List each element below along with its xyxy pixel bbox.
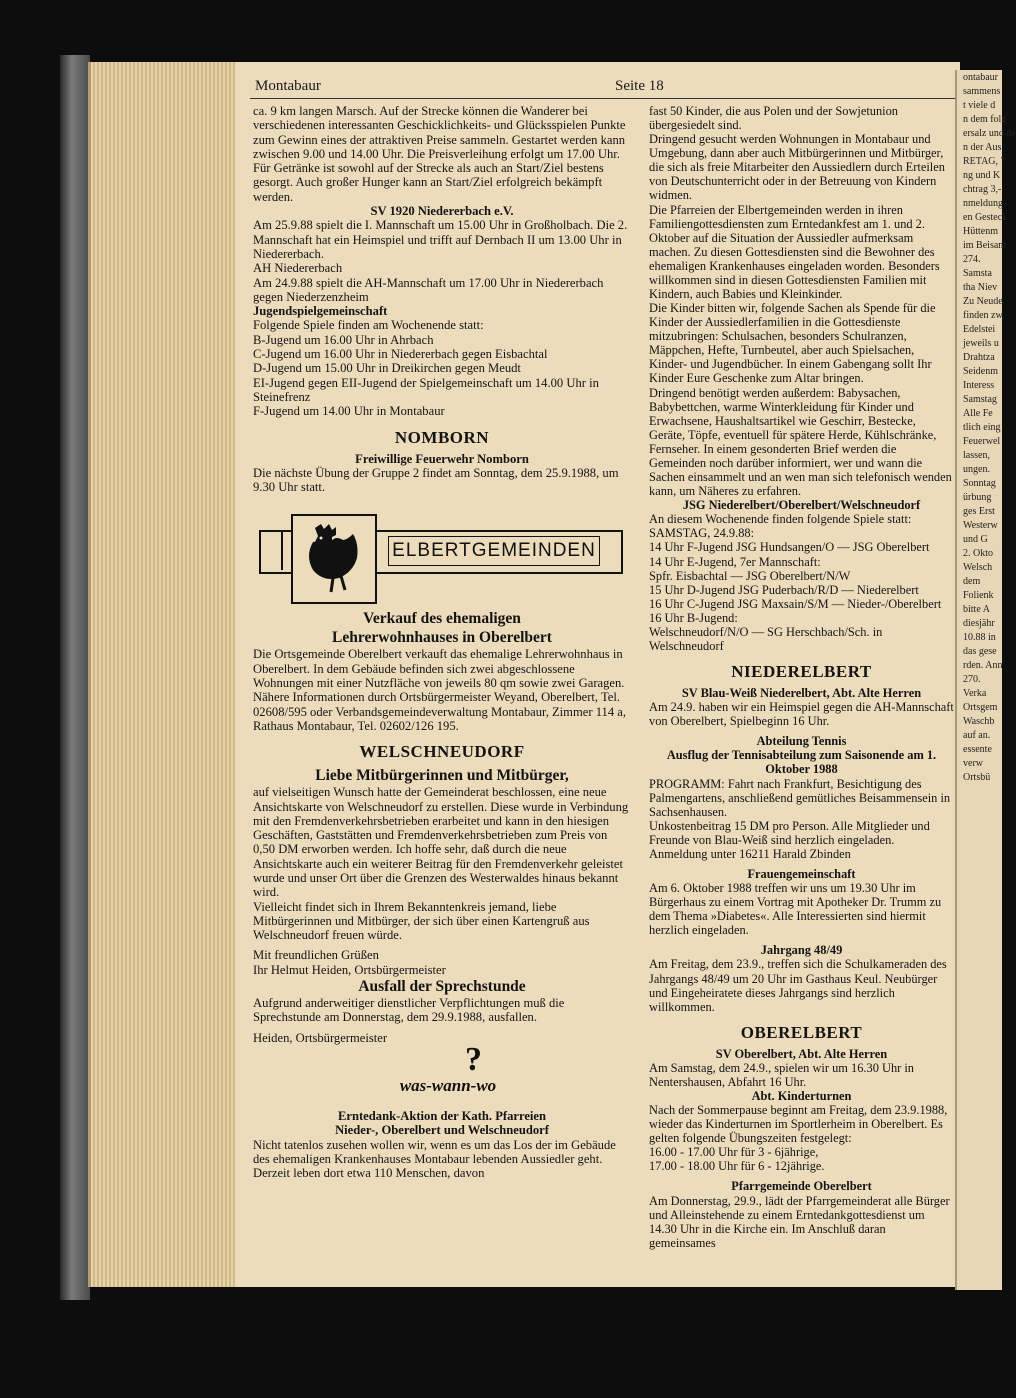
subheading: Nieder-, Oberelbert und Welschneudorf xyxy=(335,1123,549,1138)
paragraph: Am 6. Oktober 1988 treffen wir uns um 19.30 Uhr im Bürgerhaus zu einem Vortrag mit Apotheker Dr. Trumm zu dem Thema »Diabetes«. Alle Interessierten sind hiermit herzlich eingeladen. xyxy=(649,881,942,938)
header-rule xyxy=(250,98,955,99)
header-page-number: Seite 18 xyxy=(615,78,664,94)
article-heading: Lehrerwohnhauses in Oberelbert xyxy=(332,629,552,647)
right-page-fragment: en Gesteck xyxy=(963,212,1008,223)
right-page-fragment: tlich eing xyxy=(963,422,1001,433)
right-page-fragment: 10.88 in xyxy=(963,632,996,643)
right-page-fragment: n der Aus xyxy=(963,142,1002,153)
paragraph: Die Kinder bitten wir, folgende Sachen als Spende für die Kinder der Aussiedlerfamilien in die Gottesdienste mitzubringen: Schulsachen, besonders Schulranzen, Mäppchen, Hefte, Turnbeutel, aber auch Spielsachen, Kinder- und Jugendbücher. In einem Gabengang sollt Ihr Kinder Eure Geschenke zum Altar bringen. xyxy=(649,301,936,386)
right-page-fragment: ersalz und de xyxy=(963,128,1016,139)
paragraph: Am 25.9.88 spielt die I. Mannschaft um 15.00 Uhr in Großholbach. Die 2. Mannschaft hat ein Heimspiel und trifft auf Dernbach II um 13.00 Uhr in Niedererbach. xyxy=(253,218,628,261)
right-page-fragment: n dem folg xyxy=(963,114,1007,125)
paragraph: Nach der Sommerpause beginnt am Freitag, dem 23.9.1988, wieder das Kinderturnen im Sportlerheim in Oberelbert. Es gelten folgende Übungszeiten festgelegt: xyxy=(649,1103,948,1146)
right-page-fragment: tha Niev xyxy=(963,282,998,293)
subheading: Abteilung Tennis xyxy=(756,734,847,749)
subheading: SV 1920 Niedererbach e.V. xyxy=(370,204,514,219)
article-heading: Ausfall der Sprechstunde xyxy=(358,978,526,996)
right-page-fragment: verw xyxy=(963,758,983,769)
section-heading: OBERELBERT xyxy=(740,1022,863,1042)
paragraph: F-Jugend um 14.00 Uhr in Montabaur xyxy=(253,404,445,419)
banner-text: was-wann-wo xyxy=(353,1079,543,1093)
paragraph: 16 Uhr B-Jugend: xyxy=(649,610,738,625)
paragraph: Am Donnerstag, 29.9., lädt der Pfarrgemeinderat alle Bürger und Alleinstehende zu einem Erntedankgottesdienst um 14.30 Uhr in die Kirche ein. Im Anschluß daran gemeinsames xyxy=(649,1193,950,1250)
paragraph: PROGRAMM: Fahrt nach Frankfurt, Besichtigung des Palmengartens, anschließend gemütliches Beisammensein in Sachsenhausen. xyxy=(649,776,951,819)
right-page-fragment: finden zw xyxy=(963,310,1003,321)
paragraph: Am Samstag, dem 24.9., spielen wir um 16.30 Uhr in Nentershausen, Abfahrt 16 Uhr. xyxy=(649,1060,914,1089)
right-page-fragment: lassen, xyxy=(963,450,990,461)
article-heading: Liebe Mitbürgerinnen und Mitbürger, xyxy=(315,767,569,785)
paragraph: Nicht tatenlos zusehen wollen wir, wenn es um das Los der im Gebäude des ehemaligen Krankenhauses Montabaur lebenden Aussiedler geht. Derzeit leben dort etwa 110 Menschen, davon xyxy=(253,1137,616,1181)
right-page-fragment: nmeldung xyxy=(963,198,1003,209)
column-left xyxy=(253,104,631,1180)
paragraph: Dringend gesucht werden Wohnungen in Montabaur und Umgebung, dann aber auch Mitbürgerinnen und Mitbürger, die sich als freie Mitarbeiter den Aussiedlern durch Erteilen von Deutschunterricht oder in der Betreuung von Kindern widmen. xyxy=(649,132,945,203)
paragraph: EI-Jugend gegen EII-Jugend der Spielgemeinschaft um 14.00 Uhr in Steinefrenz xyxy=(253,375,599,404)
right-page-fragment: Hüttenm xyxy=(963,226,998,237)
right-page-fragment: dem xyxy=(963,576,981,587)
right-page-fragment: ontabaur xyxy=(963,72,998,83)
paragraph: 17.00 - 18.00 Uhr für 6 - 12jährige. xyxy=(649,1159,825,1174)
rooster-icon xyxy=(301,522,363,594)
paragraph: D-Jugend um 15.00 Uhr in Dreikirchen gegen Meudt xyxy=(253,361,521,376)
subheading: Abt. Kinderturnen xyxy=(751,1089,852,1103)
subheading: Ausflug der Tennisabteilung zum Saisonende am 1. Oktober 1988 xyxy=(666,748,937,777)
right-page-fragment: essente xyxy=(963,744,992,755)
paragraph: Heiden, Ortsbürgermeister xyxy=(253,1030,388,1045)
paragraph: ca. 9 km langen Marsch. Auf der Strecke können die Wanderer bei verschiedenen interessanten Geschicklichkeits- und Glücksspielen Punkte zum Gewinn eines der attraktiven Preise sammeln. Gestartet werden kann zwischen 9.00 und 14.00 Uhr. Die Preisverleihung erfolgt um 17.00 Uhr. Für Getränke ist sowohl auf der Strecke als auch an Start/Ziel bestens gesorgt. Auch großer Hunger kann an Start/Ziel erfolgreich bekämpft werden. xyxy=(253,104,626,204)
right-page-fragment: auf an. xyxy=(963,730,991,741)
section-heading: NIEDERELBERT xyxy=(731,662,872,682)
question-mark-icon: ? xyxy=(465,1040,482,1078)
right-page-fragment: ungen. xyxy=(963,464,990,475)
right-page-fragment: und G xyxy=(963,534,988,545)
right-page-fragment: Alle Fe xyxy=(963,408,993,419)
paragraph: Spfr. Eisbachtal — JSG Oberelbert/N/W xyxy=(649,568,851,583)
right-page-fragment: 2. Okto xyxy=(963,548,993,559)
right-page-fragment: das gese xyxy=(963,646,997,657)
right-page-fragment: Waschb xyxy=(963,716,995,727)
paragraph: Mit freundlichen Grüßen xyxy=(253,948,379,963)
paragraph: Am 24.9.88 spielt die AH-Mannschaft um 17.00 Uhr in Niedererbach gegen Niederzenzheim xyxy=(253,275,604,304)
right-page-fragment: Drahtza xyxy=(963,352,995,363)
right-page-fragment: sammens xyxy=(963,86,1001,97)
paragraph: Am Freitag, dem 23.9., treffen sich die Schulkameraden des Jahrgangs 48/49 um 20 Uhr im Gasthaus Keul. Neubürger und Eingeheiratete dieses Jahrgangs sind herzlich willkommen. xyxy=(649,957,947,1014)
paragraph: 16 Uhr C-Jugend JSG Maxsain/S/M — Nieder-/Oberelbert xyxy=(649,596,942,611)
paragraph: Nähere Informationen durch Ortsbürgermeister Weyand, Oberelbert, Tel. 02608/595 oder Verbandsgemeindeverwaltung Montabaur, Zimmer 114 a, Rathaus Montabaur, Tel. 02602/126 195. xyxy=(253,690,627,733)
right-page-fragment: Welsch xyxy=(963,562,993,573)
right-page-fragment: 270. xyxy=(963,674,981,685)
right-page-fragment: RETAG, 7 xyxy=(963,156,1006,167)
subheading: Pfarrgemeinde Oberelbert xyxy=(731,1179,872,1194)
right-page-fragment: Verka xyxy=(963,688,987,699)
elbertgemeinden-logo xyxy=(253,508,631,603)
subheading: Frauengemeinschaft xyxy=(747,866,856,881)
paragraph: Die nächste Übung der Gruppe 2 findet am Sonntag, dem 25.9.1988, um 9.30 Uhr statt. xyxy=(253,465,619,495)
right-page-fragment: bitte A xyxy=(963,604,990,615)
right-page-fragment: Edelstei xyxy=(963,324,996,335)
right-page-fragment: Sonntag xyxy=(963,478,996,489)
right-page-fragment: Seidenm xyxy=(963,366,998,377)
section-heading: NOMBORN xyxy=(394,427,490,447)
subheading: SV Blau-Weiß Niederelbert, Abt. Alte Herren xyxy=(681,686,922,701)
right-page-fragment: Samstag xyxy=(963,394,997,405)
section-heading: WELSCHNEUDORF xyxy=(359,742,525,762)
paragraph: An diesem Wochenende finden folgende Spiele statt: xyxy=(649,512,912,527)
paragraph: Dringend benötigt werden außerdem: Babysachen, Babybettchen, warme Winterkleidung für Kinder und Erwachsene, Haushaltsartikel wie Geschirr, Bestecke, Geräte, Töpfe, eventuell für spätere Herde, Kühlschränke, Fernseher. In einem gesonderten Brief werden die Gemeinden noch darüber informiert, wer und wann die Sachen einsammelt und an wen man sich telefonisch wenden kann, um Näheres zu erfahren. xyxy=(649,385,952,499)
right-page-fragment: 274. xyxy=(963,254,981,265)
page-header xyxy=(255,78,955,96)
right-page-fragment: ges Erst xyxy=(963,506,995,517)
page-edges xyxy=(88,62,241,1287)
right-page-fragment: Ortsbü xyxy=(963,772,991,783)
bold-paragraph: Jugendspielgemeinschaft xyxy=(253,304,388,319)
paragraph: Unkostenbeitrag 15 DM pro Person. Alle Mitglieder und Freunde von Blau-Weiß sind herzlich eingeladen. Anmeldung unter 16211 Harald Zbinden xyxy=(649,818,930,861)
logo-name: ELBERTGEMEINDEN xyxy=(388,536,600,566)
right-page-edge xyxy=(955,70,1016,1290)
paragraph: Aufgrund anderweitiger dienstlicher Verpflichtungen muß die Sprechstunde am Donnerstag, dem 29.9.1988, ausfallen. xyxy=(253,996,565,1025)
paragraph: SAMSTAG, 24.9.88: xyxy=(649,526,755,541)
right-page-fragment: chtrag 3,- xyxy=(963,184,1002,195)
column-right xyxy=(649,104,954,1250)
right-page-fragment: ürbung xyxy=(963,492,992,503)
paragraph: Welschneudorf/N/O — SG Herschbach/Sch. in Welschneudorf xyxy=(649,624,883,653)
subheading: Jahrgang 48/49 xyxy=(760,943,843,958)
paragraph: auf vielseitigen Wunsch hatte der Gemeinderat beschlossen, eine neue Ansichtskarte von Welschneudorf zu erstellen. Diese wurde in Verbindung mit den Fremdenverkehrsbetrieben erarbeitet und kann in den hiesigen Geschäften, Gaststätten und Fremdenverkehrsbetrieben zum Preis von 0,50 DM erworben werden. Ich hoffe sehr, daß durch die neue Ansichtskarte auch ein weiterer Beitrag für den Fremdenverkehr geleistet wurde und unser Ort über die Grenzen des Westerwaldes hinaus bekannt wird. xyxy=(253,785,629,900)
right-page-fragment: ng und K xyxy=(963,170,1001,181)
paragraph: fast 50 Kinder, die aus Polen und der Sowjetunion übergesiedelt sind. xyxy=(649,104,898,133)
paragraph: Ihr Helmut Heiden, Ortsbürgermeister xyxy=(253,962,446,977)
article-heading: Verkauf des ehemaligen xyxy=(363,610,521,628)
paragraph: Am 24.9. haben wir ein Heimspiel gegen die AH-Mannschaft von Oberelbert, Spielbeginn 16 Uhr. xyxy=(649,700,954,729)
header-place: Montabaur xyxy=(255,78,321,94)
paragraph: Vielleicht findet sich in Ihrem Bekanntenkreis jemand, liebe Mitbürgerinnen und Mitbürger, der sich über einen Kartengruß aus Welschneudorf freuen würde. xyxy=(253,899,590,943)
logo-checkbox xyxy=(259,530,283,570)
subheading: Erntedank-Aktion der Kath. Pfarreien xyxy=(337,1108,547,1123)
was-wann-wo-banner xyxy=(253,1040,631,1105)
paragraph: 15 Uhr D-Jugend JSG Puderbach/R/D — Niederelbert xyxy=(649,582,919,597)
subheading: SV Oberelbert, Abt. Alte Herren xyxy=(715,1046,888,1061)
right-page-fragment: Westerw xyxy=(963,520,998,531)
right-page-fragment: Zu Neude xyxy=(963,296,1003,307)
right-page-fragment: Folienk xyxy=(963,590,994,601)
paragraph: C-Jugend um 16.00 Uhr in Niedererbach gegen Eisbachtal xyxy=(253,347,548,362)
paragraph: Die Pfarreien der Elbertgemeinden werden in ihren Familiengottesdiensten zum Erntedankfest am 1. und 2. Oktober auf die Situation der Aussiedler aufmerksam machen. Zu diesen Gottesdiensten sind die Bewohner des ehemaligen Krankenhauses eingeladen worden. Besonders willkommen sind in diesen Gottesdiensten Familien mit Kindern, auch Babies und Kleinkinder. xyxy=(649,202,940,302)
right-page-fragment: Interess xyxy=(963,380,995,391)
right-page-fragment: rden. Ann xyxy=(963,660,1003,671)
right-page-fragment: Samsta xyxy=(963,268,992,279)
book-spine-left xyxy=(60,55,90,1300)
paragraph: 16.00 - 17.00 Uhr für 3 - 6jährige, xyxy=(649,1145,819,1160)
right-page-fragment: Ortsgem xyxy=(963,702,998,713)
right-page-fragment: t viele d xyxy=(963,100,996,111)
paragraph: AH Niedererbach xyxy=(253,261,343,276)
subheading: JSG Niederelbert/Oberelbert/Welschneudorf xyxy=(682,498,921,513)
paragraph: 14 Uhr F-Jugend JSG Hundsangen/O — JSG Oberelbert xyxy=(649,540,930,555)
paragraph: Folgende Spiele finden am Wochenende statt: xyxy=(253,318,484,333)
paragraph: Die Ortsgemeinde Oberelbert verkauft das ehemalige Lehrerwohnhaus in Oberelbert. In dem Gebäude befinden sich zwei abgeschlossene Wohnungen mit einer Nutzfläche von jeweils 80 qm sowie zwei Garagen. xyxy=(253,647,625,691)
paragraph: B-Jugend um 16.00 Uhr in Ahrbach xyxy=(253,332,434,347)
right-page-fragment: im Beisam xyxy=(963,240,1007,251)
right-page-fragment: Feuerwel xyxy=(963,436,1001,447)
paragraph: 14 Uhr E-Jugend, 7er Mannschaft: xyxy=(649,554,821,569)
right-page-fragment: jeweils u xyxy=(963,338,999,349)
subheading: Freiwillige Feuerwehr Nomborn xyxy=(355,451,529,466)
right-page-fragment: diesjähr xyxy=(963,618,995,629)
